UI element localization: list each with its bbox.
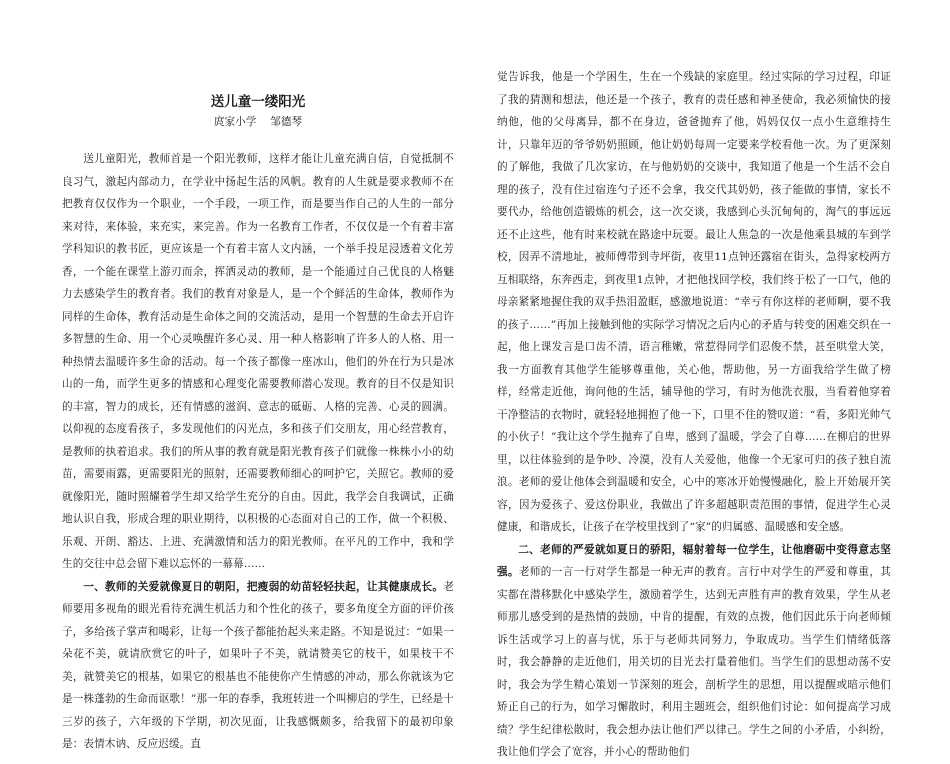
section2-heading: 二、老师的严爱就如夏日的骄阳，辐射着每一位学生，让他磨砺中变得意志坚强。 <box>497 543 891 578</box>
continuation-paragraph: 觉告诉我，他是一个学困生，生在一个残缺的家庭里。经过实际的学习过程，印证了我的猜测和想法，他还是一个孩子，教育的责任感和神圣使命，我必须愉快的接纳他，他的父母离异，都不在身边，爸爸抛弃了他，妈妈仅仅一点小生意维持生计，只靠年迈的爷爷奶奶照顾，他让奶奶每周一定要来学校看他一次。为了更深刻的了解他，我做了几次家访，在与他奶奶的交谈中，我知道了他是一个生活不会自理的孩子，没有住过宿连勺子还不会拿，我交代其奶奶，孩子能做的事情，家长不要代办，给他创造锻炼的机会，这一次交谈，我感到心头沉甸甸的，淘气的事远远还不止这些，他有时来校就在路途中玩耍。最让人焦急的一次是他乘县城的车到学校，因弄不清地址，被师傅带到寺坪街，夜里11点钟还露宿在街头，急得家校两方互相联络，东奔西走，到夜里1点钟，才把他找回学校，我们终于松了一口气，他的母亲紧紧地握住我的双手热泪盈眶，感激地说道：“幸亏有你这样的老师啊，要不我的孩子……”再加上接触到他的实际学习情况之后内心的矛盾与转变的困难交织在一起，他上课发言是口齿不清，语言稚嫩，常惹得同学们忍俊不禁，甚至哄堂大笑，我一方面教育其他学生能够尊重他，关心他，帮助他，另一方面我给学生做了榜样，经常走近他，询问他的生活，辅导他的学习，有时为他洗衣服，当看着他穿着干净整洁的衣物时，就轻轻地拥抱了他一下，口里不住的赞叹道：“看，多阳光帅气的小伙子！”我让这个学生抛弃了自卑，感到了温暖，学会了自尊……在柳启的世界里，以往体验到的是争吵、冷漠，没有人关爱他，他像一个无家可归的孩子独自流浪。老师的爱让他体会到温暖和安全，心中的寒冰开始慢慢融化，脸上开始展开笑容，因为爱孩子、爱这份职业，我做出了许多超越职责范围的事情，促进学生心灵健康，和谐成长，让孩子在学校里找到了“家”的归属感、温暖感和安全感。 <box>497 71 891 533</box>
document-title: 送儿童一缕阳光 <box>210 94 306 110</box>
school-name: 庹家小学 <box>213 116 257 128</box>
section1-heading: 一、教师的关爱就像夏日的朝阳，把瘦弱的幼苗轻轻扶起，让其健康成长。 <box>83 580 444 593</box>
section1-text: 老师要用多视角的眼光看待充满生机活力和个性化的孩子，要多角度全方面的评价孩子，多给孩子掌声和喝彩，让每一个孩子都能抬起头来走路。不知是说过：“如果一朵花不美，就请欣赏它的叶子，如果叶子不美，就请赞美它的枝干，如果枝干不美，就赞美它的根基，如果它的根基也不能使你产生情感的冲动，那么你就该为它是一株蓬勃的生命而讴歌！”那一年的春季，我班转进一个叫柳启的学生，已经是十三岁的孩子，六年级的下学期，初次见面，让我感慨颇多，给我留下的最初印象是：表情木讷、反应迟缓。直 <box>62 580 454 750</box>
author-name: 邹德琴 <box>270 116 303 128</box>
section1-paragraph <box>62 576 454 756</box>
section2-paragraph <box>497 539 891 764</box>
intro-paragraph: 送儿童阳光，教师首是一个阳光教师，这样才能让儿童充满自信，自觉抵制不良习气，激起内部动力，在学业中扬起生活的风帆。教育的人生就是要求教师不在把教育仅仅作为一个职业，一个手段，一项工作，而是要当作自己的人生的一部分来对待，来体验，来充实，来完善。作为一名教育工作者，不仅仅是一个有着丰富学科知识的教书匠，更应该是一个有着丰富人文内涵，一个举手投足浸透着文化芳香，一个能在课堂上游刃而余，挥洒灵动的教师，是一个能通过自己优良的人格魅力去感染学生的教育者。我们的教育对象是人，是一个个鲜活的生命体，教师作为同样的生命体，教育活动是生命体之间的交流活动，是用一个智慧的生命去开启许多智慧的生命、用一个心灵唤醒许多心灵、用一种人格影响了许多人的人格、用一种热情去温暖许多生命的活动。每一个孩子都像一座冰山，他们的外在行为只是冰山的一角，而学生更多的情感和心理变化需要教师潜心发现。教育的目不仅是知识的丰富，智力的成长，还有情感的滋润、意志的砥砺、人格的完善、心灵的圆满。以仰视的态度看孩子，多发现他们的闪光点，多和孩子们交朋友，用心经营教育，是教师的执着追求。我们的所从事的教育就是阳光教育孩子们就像一株株小小的幼苗，需要雨露，更需要阳光的照射，还需要教师细心的呵护它，关照它。教师的爱就像阳光，随时照耀着学生却又给学生充分的自由。因此，我学会自我调试，正确地认识自我，形成合理的职业期待，以积极的心态面对自己的工作，做一个积极、乐观、开朗、豁达、上进、充满激情和活力的阳光教师。在平凡的工作中，我和学生的交往中总会留下难以忘怀的一幕幕…… <box>62 153 454 570</box>
left-column <box>62 148 454 756</box>
right-column <box>497 66 891 764</box>
byline <box>62 114 454 129</box>
section2-text: 老师的一言一行对学生都是一种无声的教育。言行中对学生的严爱和尊重，其实都在潜移默化中感染学生，激励着学生，达到无声胜有声的教育效果，学生从老师那儿感受到的是热情的鼓励，中肯的提醒，有效的点拨，他们因此乐于向老师倾诉生活或学习上的喜与忧，乐于与老师共同努力，争取成功。当学生们情绪低落时，我会静静的走近他们，用关切的目光去打量着他们。当学生们的思想动荡不安时，我会为学生精心策划一节深刻的班会，剖析学生的思想，用以提醒或暗示他们矫正自己的行为，如学习懈散时，利用主题班会，组织他们讨论：如何提高学习成绩？学生纪律松散时，我会想办法让他们严以律己。学生之间的小矛盾，小纠纷，我让他们学会了宽容，并小心的帮助他们 <box>497 566 891 758</box>
